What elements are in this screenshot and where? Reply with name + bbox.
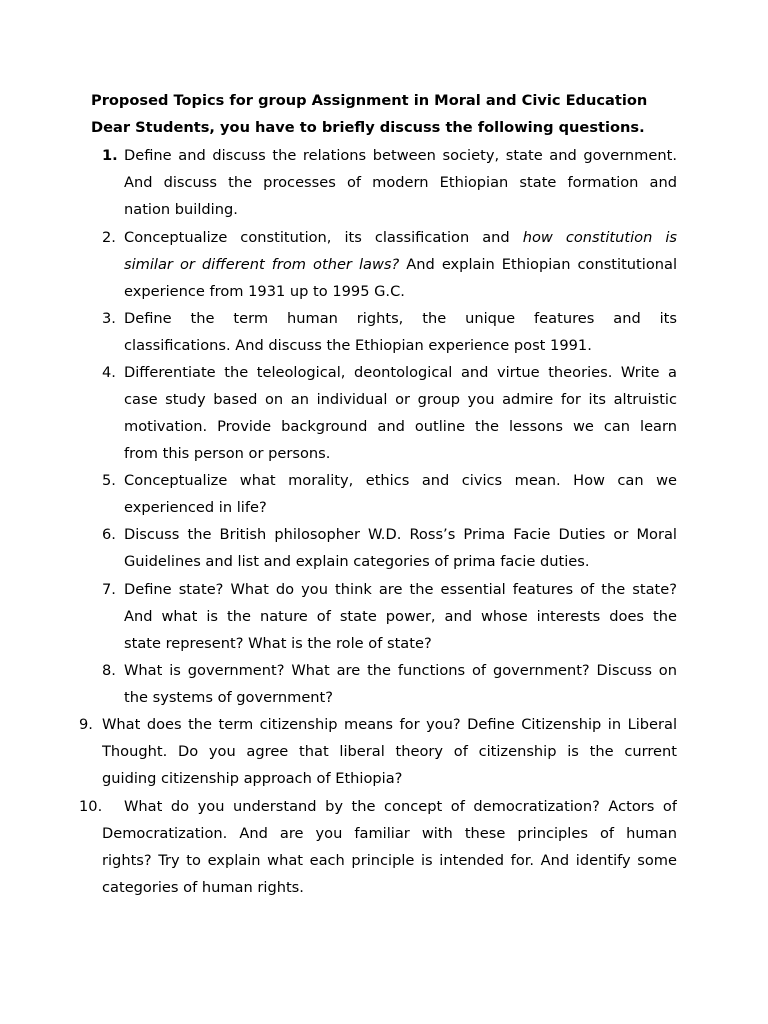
item-text-line: experience from 1931 up to 1995 G.C. — [124, 283, 405, 300]
item-text-line: case study based on an individual or group you admire for its altruistic — [124, 391, 677, 408]
item-text-line: motivation. Provide background and outline the lessons we can learn — [124, 418, 677, 435]
item-number: 6. — [102, 526, 116, 543]
item-text-line: Guidelines and list and explain categories of prima facie duties. — [124, 553, 590, 570]
list-item — [102, 793, 677, 901]
item-text-line: And what is the nature of state power, and whose interests does the — [124, 608, 677, 625]
item-text-italic: similar or different from other laws? — [124, 256, 400, 273]
item-number: 4. — [102, 364, 116, 381]
item-text-line: What do you understand by the concept of democratization? Actors of — [124, 798, 677, 815]
document-title: Proposed Topics for group Assignment in Moral and Civic Education — [91, 92, 648, 109]
item-text-line: classifications. And discuss the Ethiopian experience post 1991. — [124, 337, 592, 354]
list-item — [124, 142, 677, 223]
item-text-line: Define and discuss the relations between society, state and government. — [124, 147, 677, 164]
item-text-line: nation building. — [124, 201, 238, 218]
list-item — [124, 359, 677, 467]
item-text-line: experienced in life? — [124, 499, 267, 516]
list-item — [102, 711, 677, 792]
document-intro: Dear Students, you have to briefly discuss the following questions. — [91, 119, 645, 136]
item-text-line: Discuss the British philosopher W.D. Ross’s Prima Facie Duties or Moral — [124, 526, 677, 543]
item-text-line: Democratization. And are you familiar with these principles of human — [102, 825, 677, 842]
item-text-segment: Conceptualize constitution, its classification and — [124, 229, 510, 246]
item-text-line: Define state? What do you think are the essential features of the state? — [124, 581, 677, 598]
item-number: 3. — [102, 310, 116, 327]
item-text-line: from this person or persons. — [124, 445, 331, 462]
item-text-line: Conceptualize what morality, ethics and civics mean. How can we — [124, 472, 677, 489]
item-text-line: Thought. Do you agree that liberal theory of citizenship is the current — [102, 743, 677, 760]
list-item — [124, 224, 677, 305]
item-number: 5. — [102, 472, 116, 489]
item-number: 9. — [79, 716, 93, 733]
item-text-line: state represent? What is the role of state? — [124, 635, 432, 652]
item-number: 2. — [102, 229, 116, 246]
item-text-line: What does the term citizenship means for you? Define Citizenship in Liberal — [102, 716, 677, 733]
item-text-line: Differentiate the teleological, deontological and virtue theories. Write a — [124, 364, 677, 381]
list-item — [124, 305, 677, 359]
item-text-line: Define the term human rights, the unique features and its — [124, 310, 677, 327]
item-number: 7. — [102, 581, 116, 598]
list-item — [124, 576, 677, 657]
list-item — [124, 521, 677, 575]
item-text-line: And discuss the processes of modern Ethiopian state formation and — [124, 174, 677, 191]
item-number: 8. — [102, 662, 116, 679]
item-text-line — [124, 224, 677, 251]
item-text-line: the systems of government? — [124, 689, 334, 706]
item-text-line — [124, 251, 677, 278]
item-number: 1. — [102, 147, 118, 164]
item-text-line: guiding citizenship approach of Ethiopia? — [102, 770, 403, 787]
item-text-line: rights? Try to explain what each principle is intended for. And identify some — [102, 852, 677, 869]
item-text-segment: And explain Ethiopian constitutional — [406, 256, 677, 273]
item-text-line: What is government? What are the functions of government? Discuss on — [124, 662, 677, 679]
item-text-line: categories of human rights. — [102, 879, 304, 896]
list-item — [124, 657, 677, 711]
item-number: 10. — [79, 798, 103, 815]
item-text-italic: how constitution is — [522, 229, 677, 246]
list-item — [124, 467, 677, 521]
